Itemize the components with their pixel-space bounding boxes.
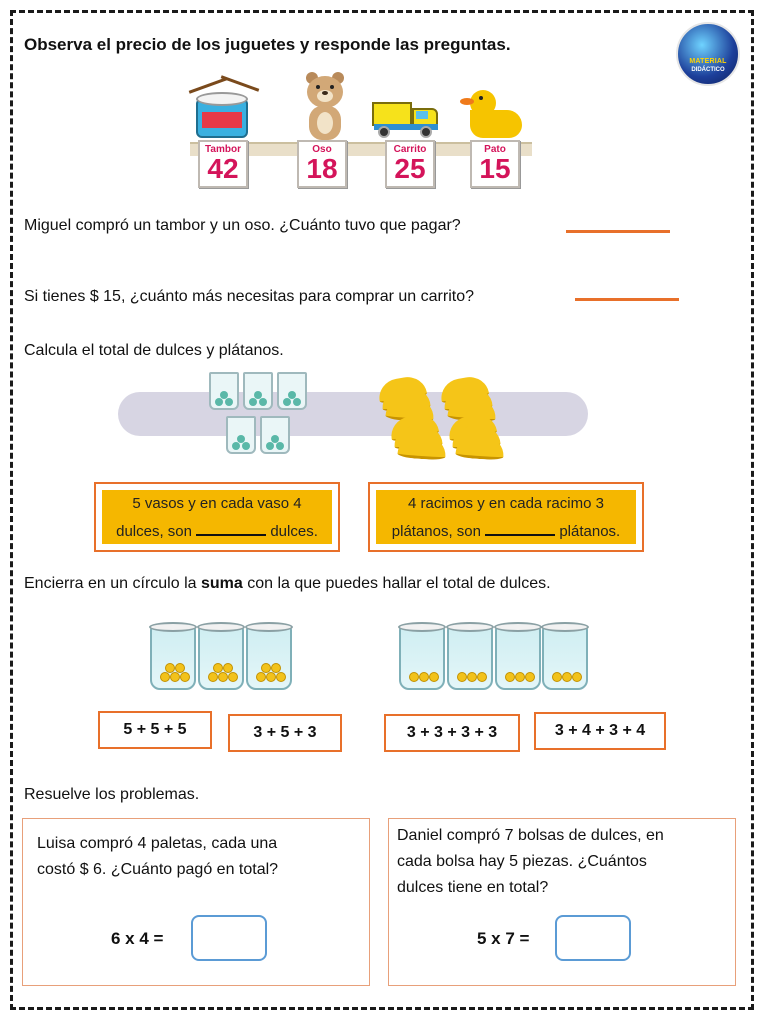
sum-option-2[interactable]: 3 + 5 + 3 — [228, 714, 342, 752]
answer-line-1[interactable] — [566, 230, 670, 233]
toy-name: Oso — [312, 144, 332, 155]
instruction-pre: Encierra en un círculo la — [24, 575, 197, 592]
material-didactico-logo — [676, 22, 740, 86]
problem-text — [397, 823, 664, 901]
toy-truck-icon — [372, 96, 440, 140]
problem-text — [37, 831, 278, 883]
problem-line-1: Daniel compró 7 bolsas de dulces, en — [397, 827, 664, 844]
candy-cup-icon — [260, 416, 290, 454]
problem-equation: 5 x 7 = — [477, 929, 530, 948]
card-text-post: dulces. — [270, 523, 318, 540]
candy-cup-icon — [243, 372, 273, 410]
sum-option-3[interactable]: 3 + 3 + 3 + 3 — [384, 714, 520, 752]
price-tag-pato — [470, 140, 520, 188]
problem-equation: 6 x 4 = — [111, 929, 164, 948]
question-1: Miguel compró un tambor y un oso. ¿Cuánto tuvo que pagar? — [24, 217, 461, 234]
answer-box[interactable] — [555, 915, 631, 961]
card-bananas-body — [376, 490, 636, 544]
solve-heading: Resuelve los problemas. — [24, 786, 200, 803]
instruction-bold: suma — [200, 575, 243, 592]
fill-in-blank[interactable] — [196, 520, 266, 536]
glass-with-candies-icon — [198, 626, 244, 690]
problem-line-2: cada bolsa hay 5 piezas. ¿Cuántos — [397, 853, 647, 870]
card-line-1: 4 racimos y en cada racimo 3 — [408, 495, 604, 512]
card-text-pre: plátanos, son — [391, 523, 481, 540]
candy-cup-icon — [277, 372, 307, 410]
problem-box-1 — [22, 818, 370, 986]
price-tag-carrito — [385, 140, 435, 188]
glass-with-candies-icon — [447, 626, 493, 690]
question-3: Calcula el total de dulces y plátanos. — [24, 342, 284, 359]
toy-price: 18 — [306, 153, 338, 184]
rubber-duck-icon — [460, 84, 522, 140]
glass-with-candies-icon — [246, 626, 292, 690]
toy-price: 25 — [394, 153, 426, 184]
banana-bunch-icon — [388, 414, 448, 454]
candy-cup-icon — [226, 416, 256, 454]
problem-box-2 — [388, 818, 736, 986]
price-tag-oso — [297, 140, 347, 188]
price-tag-tambor — [198, 140, 248, 188]
glass-with-candies-icon — [150, 626, 196, 690]
card-sweets — [94, 482, 340, 552]
toy-price: 15 — [479, 153, 511, 184]
banana-bunch-icon — [376, 376, 436, 416]
glass-with-candies-icon — [495, 626, 541, 690]
glass-with-candies-icon — [399, 626, 445, 690]
illustration-background — [118, 392, 588, 436]
toy-name: Tambor — [205, 144, 241, 155]
card-line-2 — [376, 518, 636, 546]
page-title: Observa el precio de los juguetes y responde las preguntas. — [24, 35, 511, 54]
teddy-bear-icon — [303, 72, 347, 142]
question-2: Si tienes $ 15, ¿cuánto más necesitas para comprar un carrito? — [24, 288, 474, 305]
instruction-post: con la que puedes hallar el total de dulces. — [247, 575, 551, 592]
problem-line-2: costó $ 6. ¿Cuánto pagó en total? — [37, 861, 279, 878]
card-line-2 — [102, 518, 332, 546]
problem-line-3: dulces tiene en total? — [397, 879, 549, 896]
banana-bunch-icon — [446, 414, 506, 454]
problem-line-1: Luisa compró 4 paletas, cada una — [37, 835, 278, 852]
card-bananas — [368, 482, 644, 552]
logo-line-2: DIDÁCTICO — [691, 67, 725, 73]
fill-in-blank[interactable] — [485, 520, 555, 536]
card-text-post: plátanos. — [559, 523, 621, 540]
logo-line-1: MATERIAL — [689, 58, 727, 65]
circle-instruction — [24, 575, 551, 593]
card-line-1: 5 vasos y en cada vaso 4 — [132, 495, 302, 512]
banana-bunch-icon — [438, 376, 498, 416]
toy-price: 42 — [207, 153, 239, 184]
answer-line-2[interactable] — [575, 298, 679, 301]
card-sweets-body — [102, 490, 332, 544]
toy-name: Carrito — [393, 144, 427, 155]
candy-cup-icon — [209, 372, 239, 410]
sum-option-1[interactable]: 5 + 5 + 5 — [98, 711, 212, 749]
glass-with-candies-icon — [542, 626, 588, 690]
drum-icon — [196, 90, 248, 140]
sum-option-4[interactable]: 3 + 4 + 3 + 4 — [534, 712, 666, 750]
toy-name: Pato — [484, 144, 506, 155]
card-text-pre: dulces, son — [116, 523, 192, 540]
answer-box[interactable] — [191, 915, 267, 961]
